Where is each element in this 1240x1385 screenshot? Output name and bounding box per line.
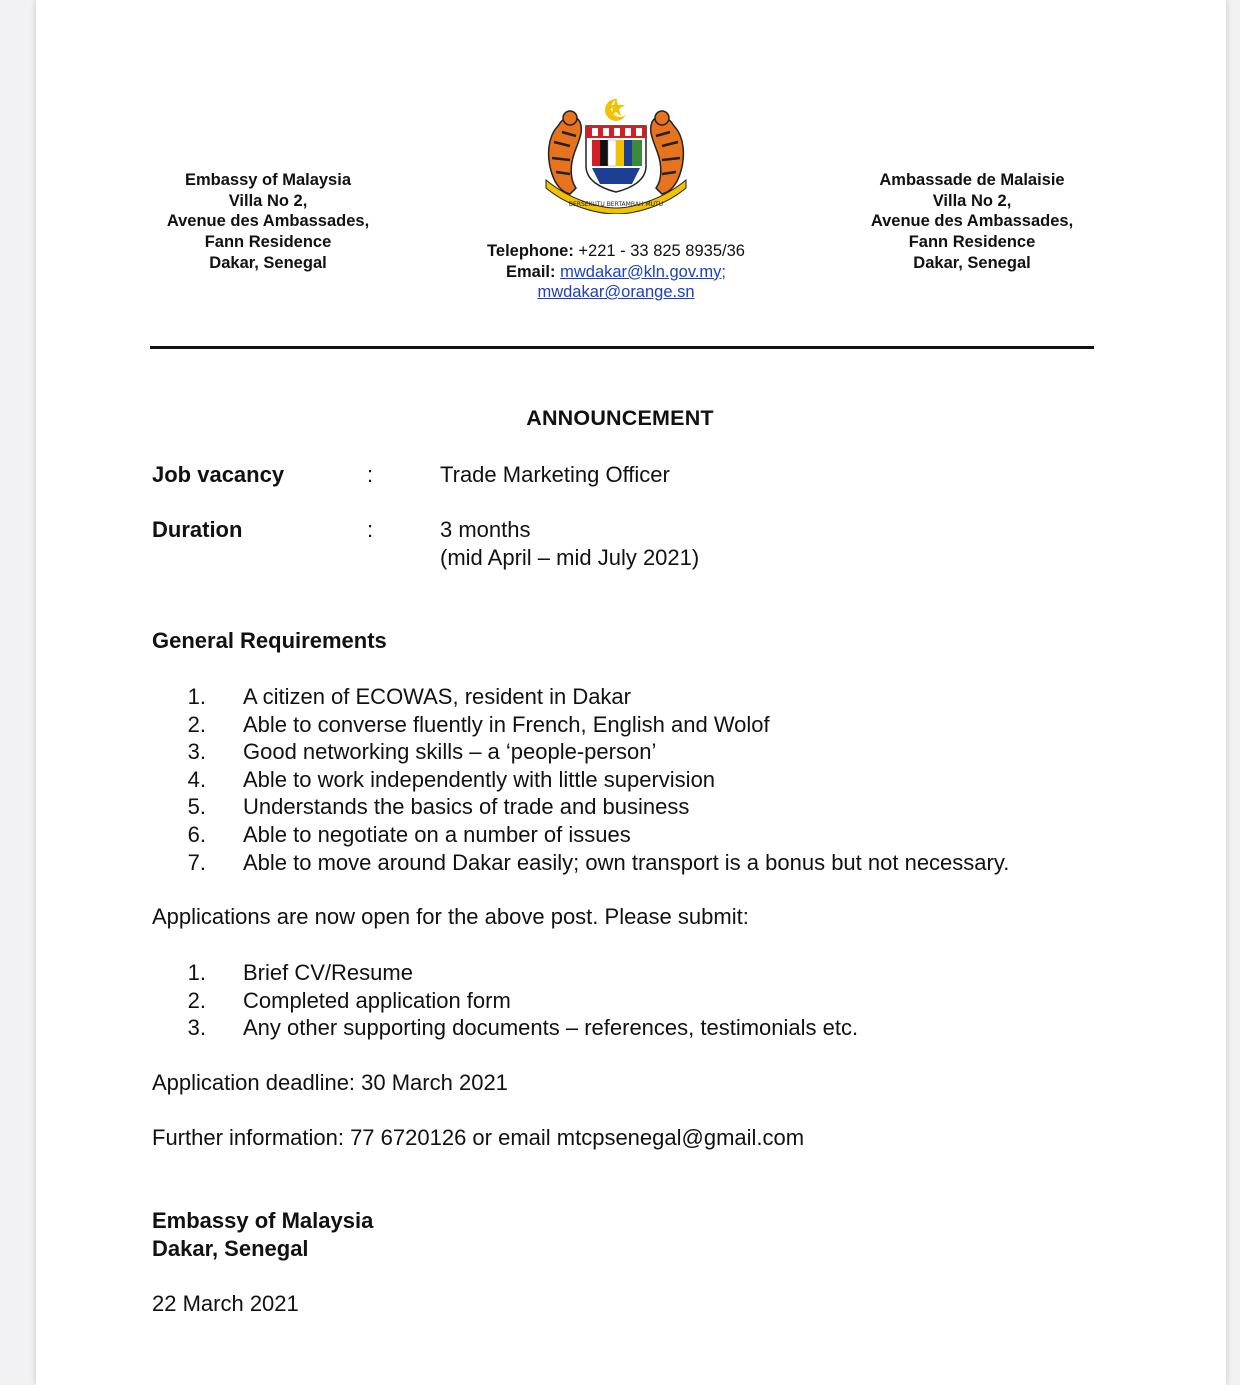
list-item [172,766,1132,794]
list-item [172,738,1132,766]
list-number: 2. [187,711,206,737]
list-text: Able to converse fluently in French, English and Wolof [243,711,770,737]
left-address-line: Avenue des Ambassades, [166,212,370,231]
right-address-block [842,170,1102,274]
list-item [172,711,1132,739]
left-address-line: Embassy of Malaysia [185,171,351,189]
list-item [172,683,1132,711]
right-address-line: Villa No 2, [932,191,1012,210]
applications-list [172,959,1132,1042]
list-item [172,959,1132,987]
telephone-label: Telephone: [487,242,574,260]
list-item [172,849,1132,877]
left-address-block [142,170,394,274]
page-title: ANNOUNCEMENT [526,406,714,430]
list-number: 1. [187,684,206,709]
left-tiger-icon [549,111,582,194]
contact-block [440,241,792,303]
email-label: Email: [505,262,556,281]
list-number: 7. [187,849,206,875]
left-address-line: Villa No 2, [228,191,308,210]
duration-detail: (mid April – mid July 2021) [440,545,700,570]
list-text: Understands the basics of trade and business [243,794,690,820]
list-text: Able to work independently with little supervision [243,766,716,792]
duration-value: 3 months [440,517,531,542]
applications-intro: Applications are now open for the above post. Please submit: [152,904,749,929]
list-item [172,987,1132,1015]
left-address-line: Fann Residence [204,233,332,252]
email-link-2[interactable]: mwdakar@orange.sn [537,283,695,301]
malaysia-coat-of-arms-icon [540,96,692,214]
list-number: 1. [187,960,206,985]
telephone-value: +221 - 33 825 8935/36 [578,242,745,260]
right-address-line: Fann Residence [908,233,1036,252]
email-line-2 [440,282,792,303]
duration-label: Duration [152,517,243,542]
list-number: 6. [187,821,206,847]
list-text: Any other supporting documents – references, testimonials etc. [243,1015,859,1041]
email-line [440,262,792,283]
list-number: 3. [187,1015,206,1041]
list-text: Good networking skills – a ‘people-person’ [243,739,657,765]
list-number: 2. [187,987,206,1013]
right-address-line: Ambassade de Malaisie [879,171,1065,189]
list-text: A citizen of ECOWAS, resident in Dakar [243,684,631,709]
application-deadline: Application deadline: 30 March 2021 [152,1070,508,1095]
signature-line-2: Dakar, Senegal [152,1236,309,1261]
list-number: 4. [187,766,206,792]
list-number: 3. [187,739,206,765]
list-item [172,793,1132,821]
job-vacancy-label: Job vacancy [152,462,285,487]
right-address-line: Dakar, Senegal [913,253,1031,272]
signature-line-1: Embassy of Malaysia [152,1208,374,1233]
right-tiger-icon [651,111,684,194]
email-link-1[interactable]: mwdakar@kln.gov.my; [560,262,727,281]
further-information: Further information: 77 6720126 or email mtcpsenegal@gmail.com [152,1125,805,1150]
document-page [36,0,1226,1385]
job-vacancy-colon: : [367,462,374,487]
duration-colon: : [367,517,374,542]
list-item [172,1014,1132,1042]
list-text: Brief CV/Resume [243,960,413,985]
left-address-line: Dakar, Senegal [209,253,327,272]
requirements-list [172,683,1132,876]
list-text: Able to move around Dakar easily; own transport is a bonus but not necessary. [243,849,1010,875]
telephone-line [440,241,792,262]
crest-banner-text: BERSEKUTU BERTAMBAH MUTU [568,201,664,208]
header-divider [150,346,1094,349]
list-text: Completed application form [243,987,511,1013]
right-address-line: Avenue des Ambassades, [870,212,1074,231]
document-date: 22 March 2021 [152,1291,299,1316]
list-item [172,821,1132,849]
list-text: Able to negotiate on a number of issues [243,821,631,847]
list-number: 5. [187,794,206,820]
job-vacancy-value: Trade Marketing Officer [440,462,670,487]
requirements-heading: General Requirements [152,628,387,653]
